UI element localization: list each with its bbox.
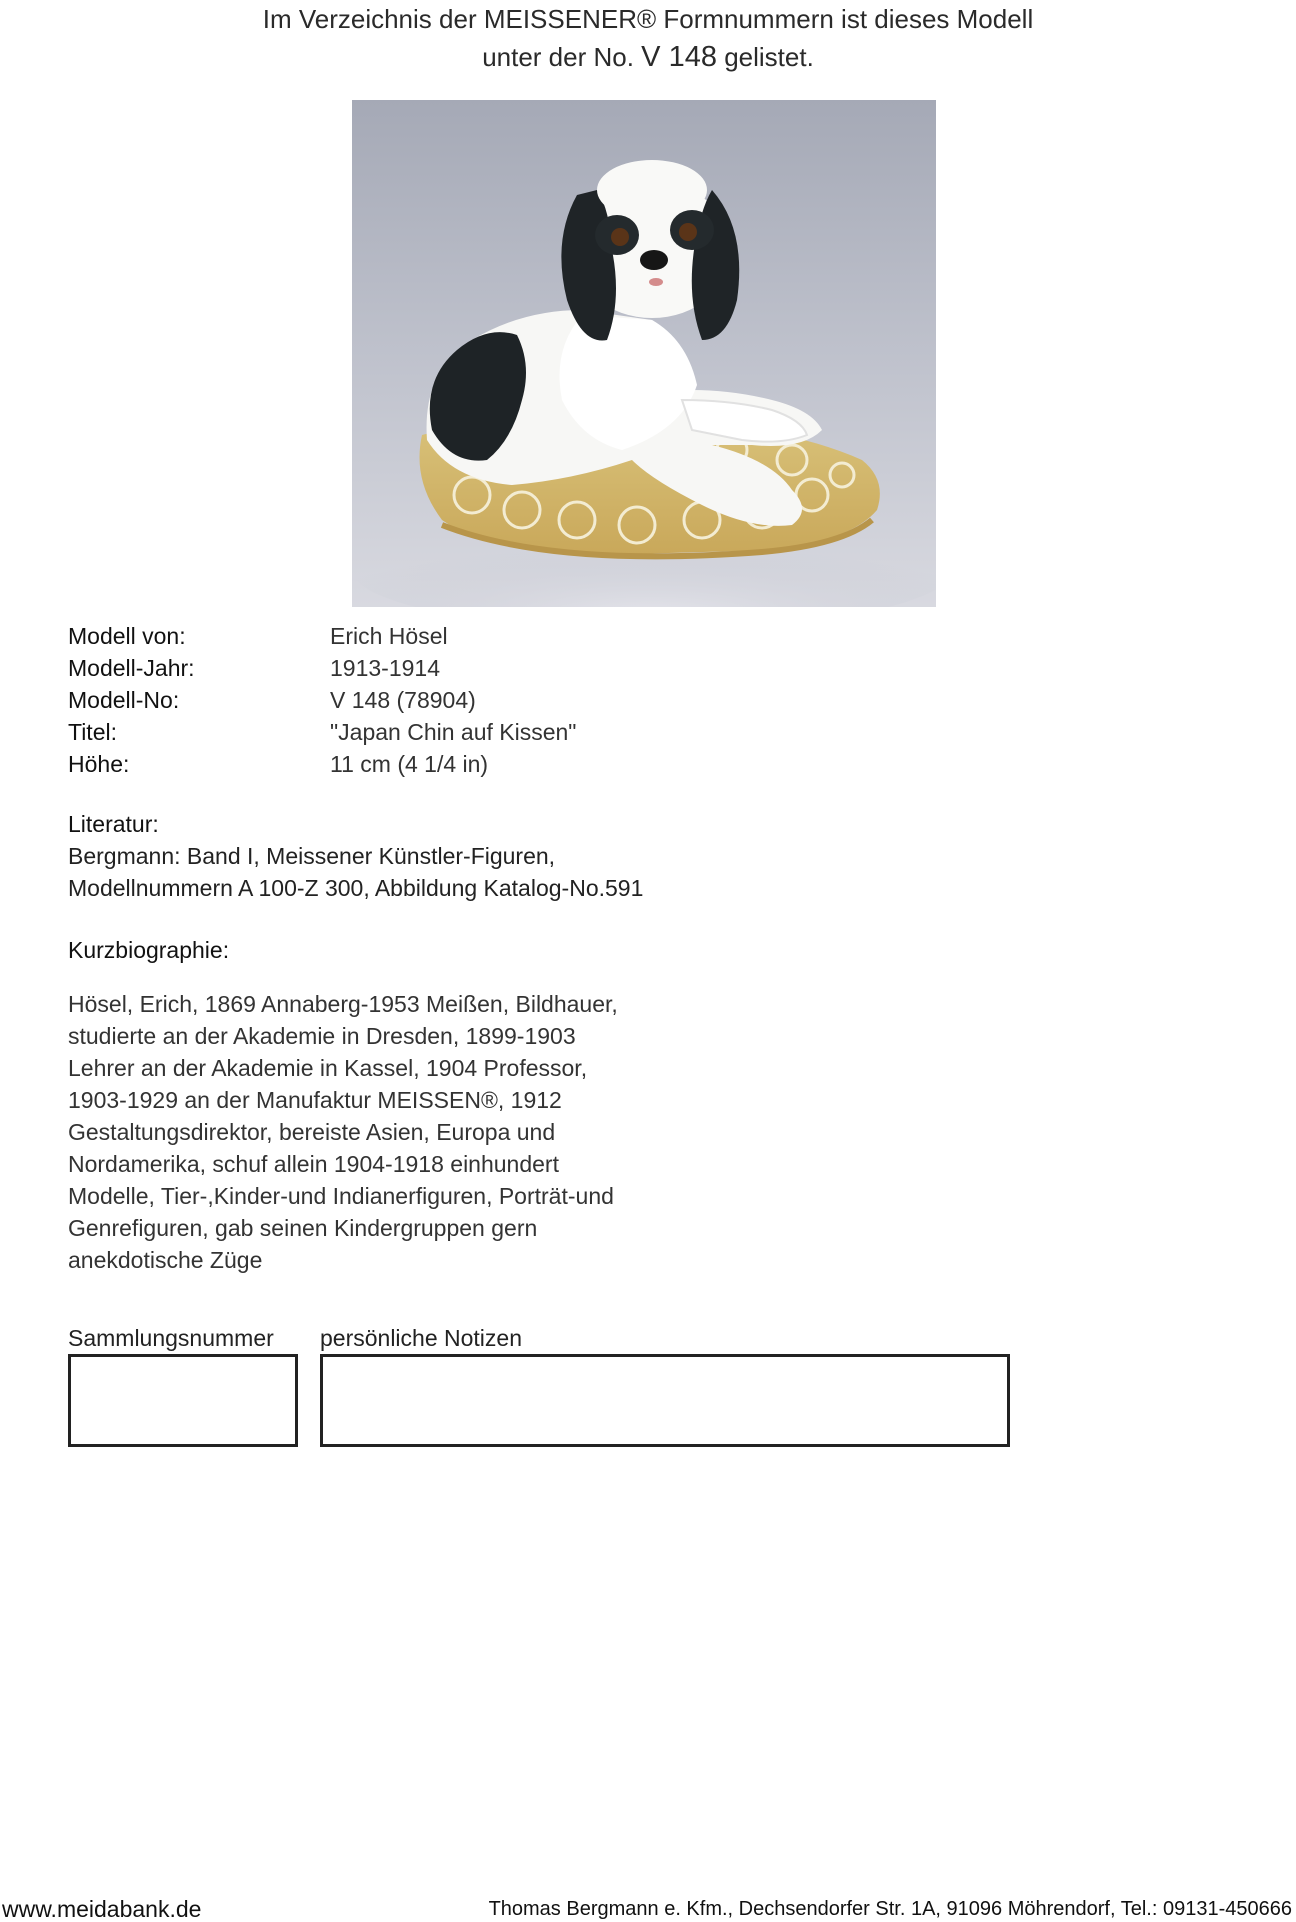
detail-row-modell-von	[68, 620, 576, 652]
biography-line: anekdotische Züge	[68, 1247, 263, 1273]
detail-value: "Japan Chin auf Kissen"	[330, 719, 577, 745]
biography-text	[68, 988, 618, 1276]
biography-line: Gestaltungsdirektor, bereiste Asien, Europa und	[68, 1119, 556, 1145]
biography-line: Genrefiguren, gab seinen Kindergruppen gern	[68, 1215, 538, 1241]
product-photo	[352, 100, 936, 607]
header-line-2	[0, 38, 1296, 76]
japan-chin-figure-illustration	[352, 100, 936, 607]
biography-heading: Kurzbiographie:	[68, 937, 230, 963]
detail-row-titel	[68, 716, 576, 748]
detail-label: Höhe:	[68, 751, 130, 777]
detail-row-modell-jahr	[68, 652, 576, 684]
detail-value: V 148 (78904)	[330, 687, 476, 713]
biography-line: Lehrer an der Akademie in Kassel, 1904 Professor,	[68, 1055, 588, 1081]
literature-section	[68, 808, 643, 904]
detail-value: Erich Hösel	[330, 623, 448, 649]
detail-row-hoehe	[68, 748, 576, 780]
header-prefix: unter der No.	[482, 42, 642, 72]
personal-notes-label: persönliche Notizen	[320, 1325, 523, 1351]
footer-website: www.meidabank.de	[2, 1896, 202, 1922]
detail-label: Modell-No:	[68, 687, 180, 713]
header-suffix: gelistet.	[716, 42, 814, 72]
biography-line: Nordamerika, schuf allein 1904-1918 einhundert	[68, 1151, 559, 1177]
page-header	[0, 0, 1296, 76]
detail-label: Modell-Jahr:	[68, 655, 195, 681]
personal-notes-field[interactable]	[320, 1354, 1010, 1447]
header-line-1: Im Verzeichnis der MEISSENER® Formnummern ist dieses Modell	[262, 4, 1034, 34]
biography-line: studierte an der Akademie in Dresden, 1899-1903	[68, 1023, 576, 1049]
header-model-number: V 148	[641, 41, 717, 73]
detail-value: 11 cm (4 1/4 in)	[330, 751, 489, 777]
detail-label: Titel:	[68, 719, 117, 745]
literature-heading: Literatur:	[68, 811, 159, 837]
detail-value: 1913-1914	[330, 655, 440, 681]
literature-line-2: Modellnummern A 100-Z 300, Abbildung Katalog-No.591	[68, 875, 644, 901]
literature-line-1: Bergmann: Band I, Meissener Künstler-Figuren,	[68, 843, 556, 869]
biography-line: Hösel, Erich, 1869 Annaberg-1953 Meißen, Bildhauer,	[68, 991, 618, 1017]
biography-line: Modelle, Tier-,Kinder-und Indianerfiguren, Porträt-und	[68, 1183, 614, 1209]
biography-line: 1903-1929 an der Manufaktur MEISSEN®, 1912	[68, 1087, 562, 1113]
footer-address: Thomas Bergmann e. Kfm., Dechsendorfer Str. 1A, 91096 Möhrendorf, Tel.: 09131-450666	[488, 1898, 1292, 1920]
collection-number-label: Sammlungsnummer	[68, 1325, 274, 1351]
detail-label: Modell von:	[68, 623, 186, 649]
detail-row-modell-no	[68, 684, 576, 716]
model-details	[68, 620, 576, 780]
collection-number-field[interactable]	[68, 1354, 298, 1447]
